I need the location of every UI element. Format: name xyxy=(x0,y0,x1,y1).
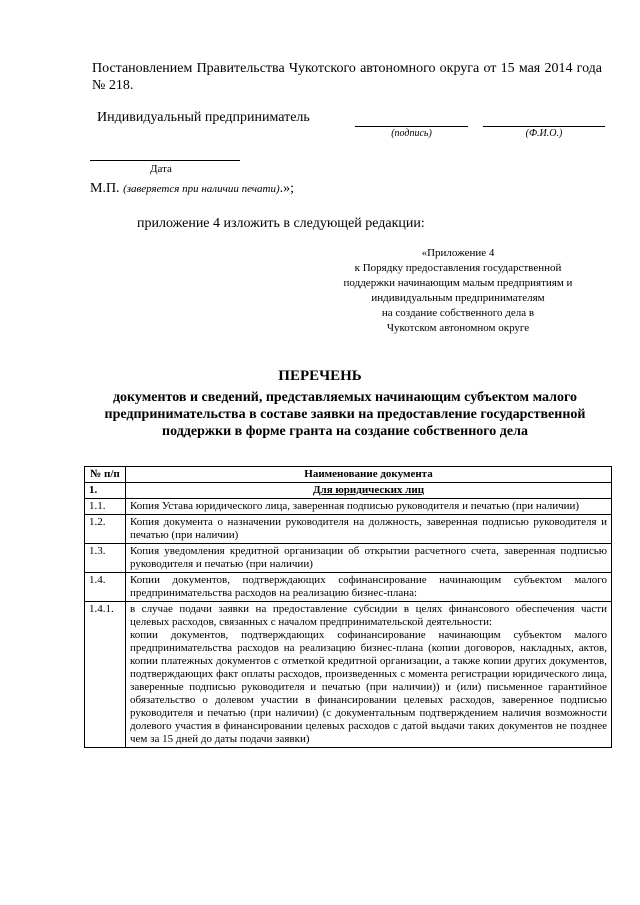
row-num: 1.2. xyxy=(85,515,126,544)
row-text: Копия документа о назначении руководителя на должность, заверенная подписью руководителя и печатью (при наличии) xyxy=(126,515,612,544)
section-num: 1. xyxy=(85,483,126,499)
row-num: 1.1. xyxy=(85,499,126,515)
date-line xyxy=(90,160,240,161)
row-num: 1.4.1. xyxy=(85,602,126,748)
row-num: 1.4. xyxy=(85,573,126,602)
appendix-header xyxy=(300,246,616,336)
row-paragraph: в случае подачи заявки на предоставление субсидии в целях финансового обеспечения части целевых расходов, связанных с началом предпринимательской деятельности: xyxy=(130,603,607,628)
name-line xyxy=(483,126,605,127)
appendix-line: к Порядку предоставления государственной xyxy=(354,262,562,274)
entrepreneur-label: Индивидуальный предприниматель xyxy=(97,110,310,125)
stamp-line xyxy=(90,181,294,197)
header-name: Наименование документа xyxy=(126,467,612,483)
name-caption: (Ф.И.О.) xyxy=(525,128,563,139)
table-row xyxy=(85,573,612,602)
table-row xyxy=(85,499,612,515)
row-text xyxy=(126,602,612,748)
signature-line xyxy=(355,126,468,127)
stamp-note: (заверяется при наличии печати) xyxy=(123,183,280,195)
row-num: 1.3. xyxy=(85,544,126,573)
appendix-instruction: приложение 4 изложить в следующей редакции: xyxy=(137,216,425,231)
appendix-line: на создание собственного дела в xyxy=(381,307,535,319)
section-row xyxy=(85,483,612,499)
header-num: № п/п xyxy=(85,467,126,483)
resolution-text: Постановлением Правительства Чукотского автономного округа от 15 мая 2014 года № 218. xyxy=(92,61,602,93)
date-label: Дата xyxy=(150,163,172,175)
document-subtitle: документов и сведений, представляемых начинающим субъектом малого предпринимательства в составе заявки на предоставление государственной поддержки в форме гранта на создание собственного дела xyxy=(104,390,586,439)
row-text: Копия Устава юридического лица, заверенная подписью руководителя и печатью (при наличии) xyxy=(126,499,612,515)
row-paragraph: копии документов, подтверждающих софинансирование начинающим субъектом малого предпринимательства расходов на реализацию бизнес-плана (копии договоров, накладных, актов, копии платежных документов с отметкой кредитной организации, а также копии других документов, подтверждающих факт оплаты расходов, произведенных с момента регистрации юридического лица, заверенные подписью руководителя и печатью (при наличии)) и (или) письменное гарантийное обязательство о долевом участии в финансировании целевых расходов, заверенное подписью руководителя и печатью (при наличии) (с документальным подтверждением наличия возможности долевого участия в финансировании целевых расходов с датой выдачи таких документов не позднее чем за 15 дней до даты подачи заявки) xyxy=(130,629,607,745)
table-row xyxy=(85,544,612,573)
row-text: Копии документов, подтверждающих софинансирование начинающим субъектом малого предпринимательства расходов на реализацию бизнес-плана: xyxy=(126,573,612,602)
signature-caption: (подпись) xyxy=(391,128,432,139)
document-title: ПЕРЕЧЕНЬ xyxy=(278,368,362,384)
row-text: Копия уведомления кредитной организации об открытии расчетного счета, заверенная подписью руководителя и печатью (при наличии) xyxy=(126,544,612,573)
section-title: Для юридических лиц xyxy=(126,483,612,499)
table-row xyxy=(85,602,612,748)
stamp-suffix: .»; xyxy=(279,181,295,196)
appendix-line: индивидуальным предпринимателям xyxy=(371,292,545,304)
table-header-row xyxy=(85,467,612,483)
appendix-line: «Приложение 4 xyxy=(421,247,495,259)
appendix-line: поддержки начинающим малым предприятиям и xyxy=(343,277,573,289)
appendix-line: Чукотском автономном округе xyxy=(386,322,530,334)
table-row xyxy=(85,515,612,544)
documents-table xyxy=(84,466,612,748)
stamp-label: М.П. xyxy=(90,181,120,196)
